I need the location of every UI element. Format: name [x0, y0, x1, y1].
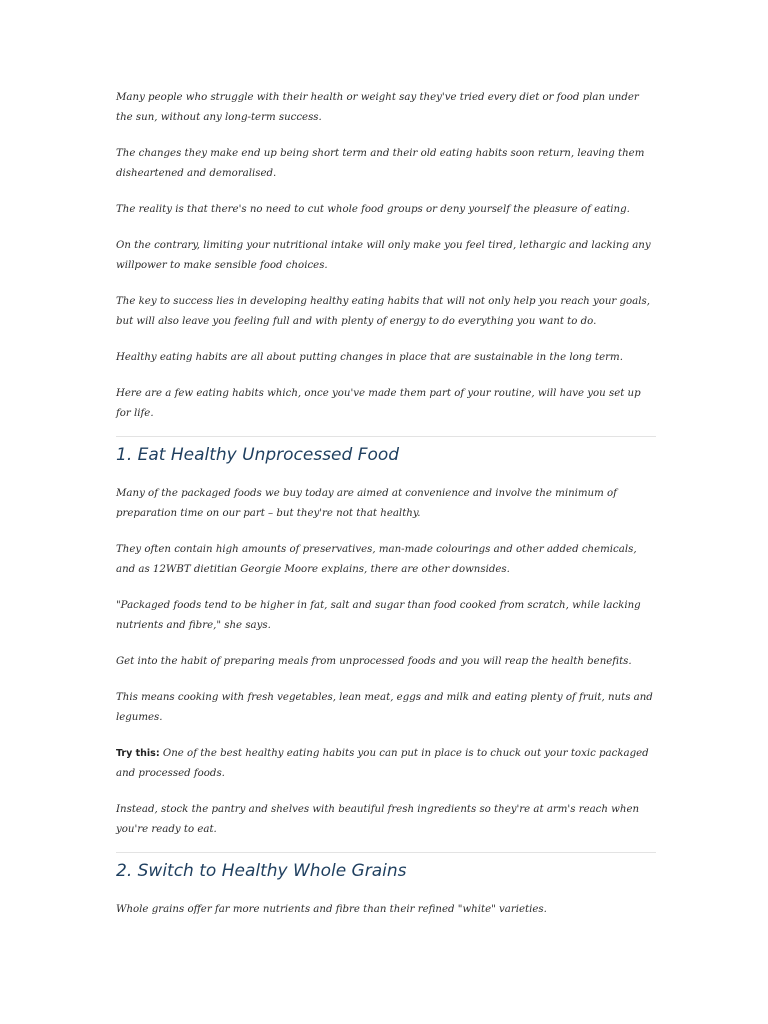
section1-paragraph: Many of the packaged foods we buy today are aimed at convenience and involve the minimum of preparation time on our part – but they're not that healthy.	[116, 488, 617, 519]
article-body	[116, 88, 656, 936]
tip-text: One of the best healthy eating habits you can put in place is to chuck out your toxic packaged and processed foods.	[116, 748, 649, 779]
section1-paragraph: Get into the habit of preparing meals from unprocessed foods and you will reap the health benefits.	[116, 656, 632, 667]
section-divider	[116, 852, 656, 853]
section-heading-2: 2. Switch to Healthy Whole Grains	[116, 861, 407, 881]
tip-paragraph	[116, 744, 656, 784]
intro-paragraph: On the contrary, limiting your nutritional intake will only make you feel tired, lethargic and lacking any willpower to make sensible food choices.	[116, 240, 651, 271]
intro-paragraph: Healthy eating habits are all about putting changes in place that are sustainable in the long term.	[116, 352, 623, 363]
section1-paragraph: "Packaged foods tend to be higher in fat, salt and sugar than food cooked from scratch, while lacking nutrients and fibre," she says.	[116, 600, 641, 631]
intro-paragraph: The reality is that there's no need to cut whole food groups or deny yourself the pleasure of eating.	[116, 204, 630, 215]
section1-paragraph: This means cooking with fresh vegetables, lean meat, eggs and milk and eating plenty of fruit, nuts and legumes.	[116, 692, 653, 723]
section-divider	[116, 436, 656, 437]
tip-label: Try this:	[116, 748, 160, 759]
section2-paragraph: Whole grains offer far more nutrients and fibre than their refined "white" varieties.	[116, 904, 547, 915]
section-heading-1: 1. Eat Healthy Unprocessed Food	[116, 445, 400, 465]
intro-paragraph: The key to success lies in developing healthy eating habits that will not only help you reach your goals, but will also leave you feeling full and with plenty of energy to do everything you want to do.	[116, 296, 650, 327]
intro-paragraph: Many people who struggle with their health or weight say they've tried every diet or food plan under the sun, without any long-term success.	[116, 92, 639, 123]
intro-paragraph: Here are a few eating habits which, once you've made them part of your routine, will have you set up for life.	[116, 388, 641, 419]
section1-closing: Instead, stock the pantry and shelves with beautiful fresh ingredients so they're at arm's reach when you're ready to eat.	[116, 804, 640, 835]
intro-paragraph: The changes they make end up being short term and their old eating habits soon return, leaving them disheartened and demoralised.	[116, 148, 645, 179]
section1-paragraph: They often contain high amounts of preservatives, man-made colourings and other added chemicals, and as 12WBT dietitian Georgie Moore explains, there are other downsides.	[116, 544, 637, 575]
